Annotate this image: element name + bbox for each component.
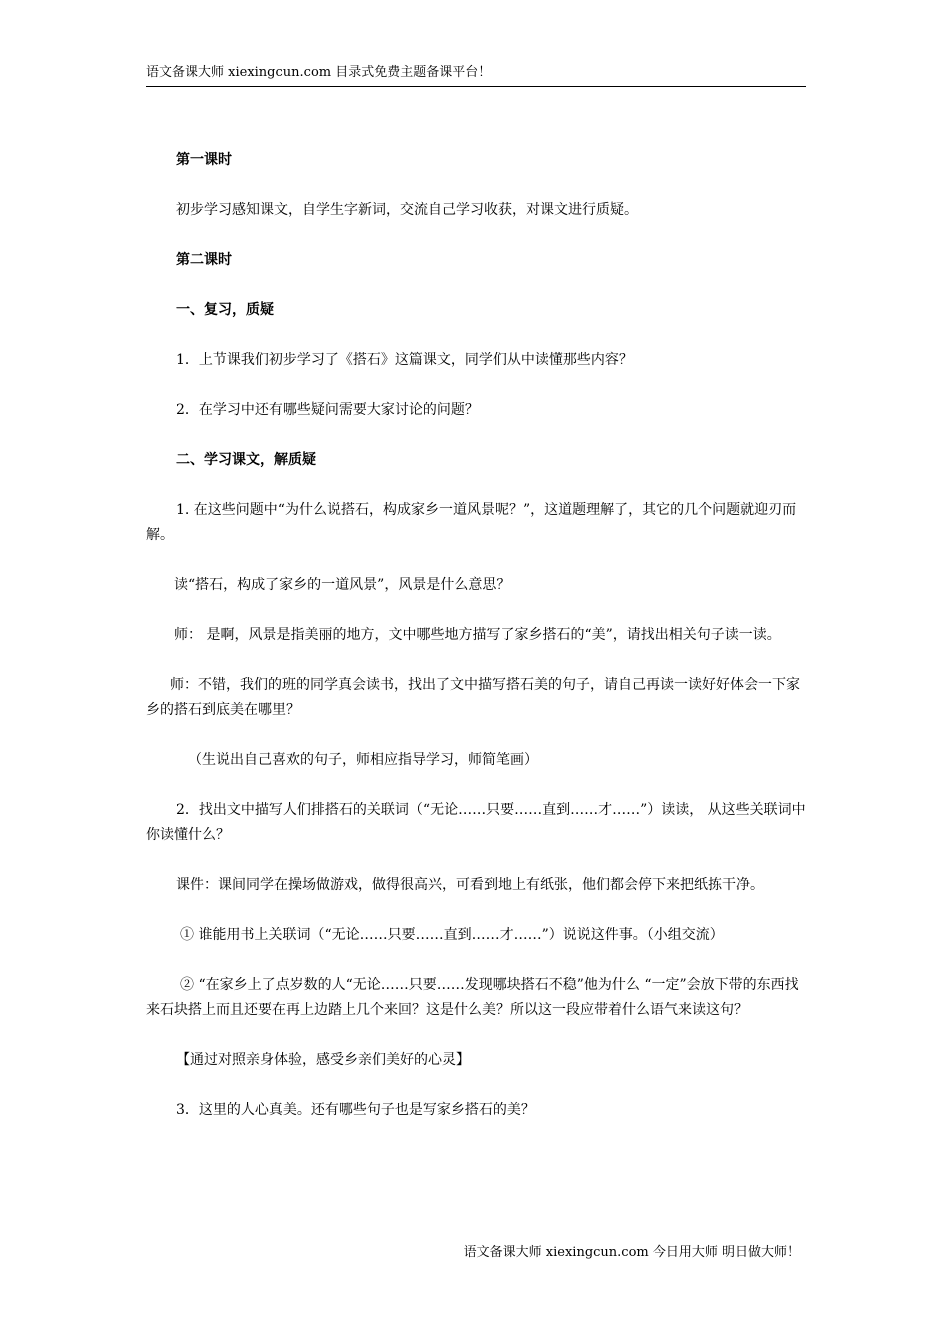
section-heading-lesson-2: 第二课时 bbox=[176, 252, 232, 268]
list-item: ② “在家乡上了点岁数的人“无论……只要……发现哪块搭石不稳”他为什么 “一定”会放下带的东西找来石块搭上而且还要在再上边踏上几个来回？这是什么美？所以这一段应带着什么语气来读这句？ bbox=[146, 977, 799, 1018]
subheading-review: 一、复习，质疑 bbox=[176, 302, 274, 318]
paragraph: 师： 是啊，风景是指美丽的地方，文中哪些地方描写了家乡搭石的“美”，请找出相关句子读一读。 bbox=[174, 627, 781, 643]
question-item: 2．在学习中还有哪些疑问需要大家讨论的问题？ bbox=[176, 402, 479, 418]
question-item: 3．这里的人心真美。还有哪些句子也是写家乡搭石的美？ bbox=[176, 1102, 535, 1118]
paragraph: 课件：课间同学在操场做游戏，做得很高兴，可看到地上有纸张，他们都会停下来把纸拣干净。 bbox=[176, 877, 764, 893]
question-item: 1．上节课我们初步学习了《搭石》这篇课文，同学们从中读懂那些内容？ bbox=[176, 352, 633, 368]
paragraph: 1. 在这些问题中“为什么说搭石，构成家乡一道风景呢？”，这道题理解了，其它的几个问题就迎刃而解。 bbox=[146, 502, 797, 543]
paragraph: 读“搭石，构成了家乡的一道风景”，风景是什么意思？ bbox=[174, 577, 511, 593]
paragraph: （生说出自己喜欢的句子，师相应指导学习，师简笔画） bbox=[188, 752, 538, 768]
list-item: ① 谁能用书上关联词（“无论……只要……直到……才……”）说说这件事。（小组交流） bbox=[180, 927, 724, 943]
paragraph: 2．找出文中描写人们排搭石的关联词（“无论……只要……直到……才……”）读读， 从这些关联词中你读懂什么？ bbox=[146, 802, 806, 843]
subheading-study: 二、学习课文，解质疑 bbox=[176, 452, 316, 468]
page-header bbox=[146, 64, 806, 87]
header-text: 语文备课大师 xiexingcun.com 目录式免费主题备课平台！ bbox=[146, 65, 492, 80]
footer-text: 语文备课大师 xiexingcun.com 今日用大师 明日做大师！ bbox=[463, 1245, 800, 1260]
paragraph: 师：不错，我们的班的同学真会读书，找出了文中描写搭石美的句子，请自己再读一读好好体会一下家乡的搭石到底美在哪里？ bbox=[146, 677, 800, 718]
section-heading-lesson-1: 第一课时 bbox=[176, 152, 232, 168]
paragraph: 初步学习感知课文，自学生字新词，交流自己学习收获，对课文进行质疑。 bbox=[176, 202, 638, 218]
document-body bbox=[146, 148, 811, 1123]
page-footer bbox=[464, 1244, 800, 1262]
note: 【通过对照亲身体验，感受乡亲们美好的心灵】 bbox=[176, 1052, 470, 1068]
